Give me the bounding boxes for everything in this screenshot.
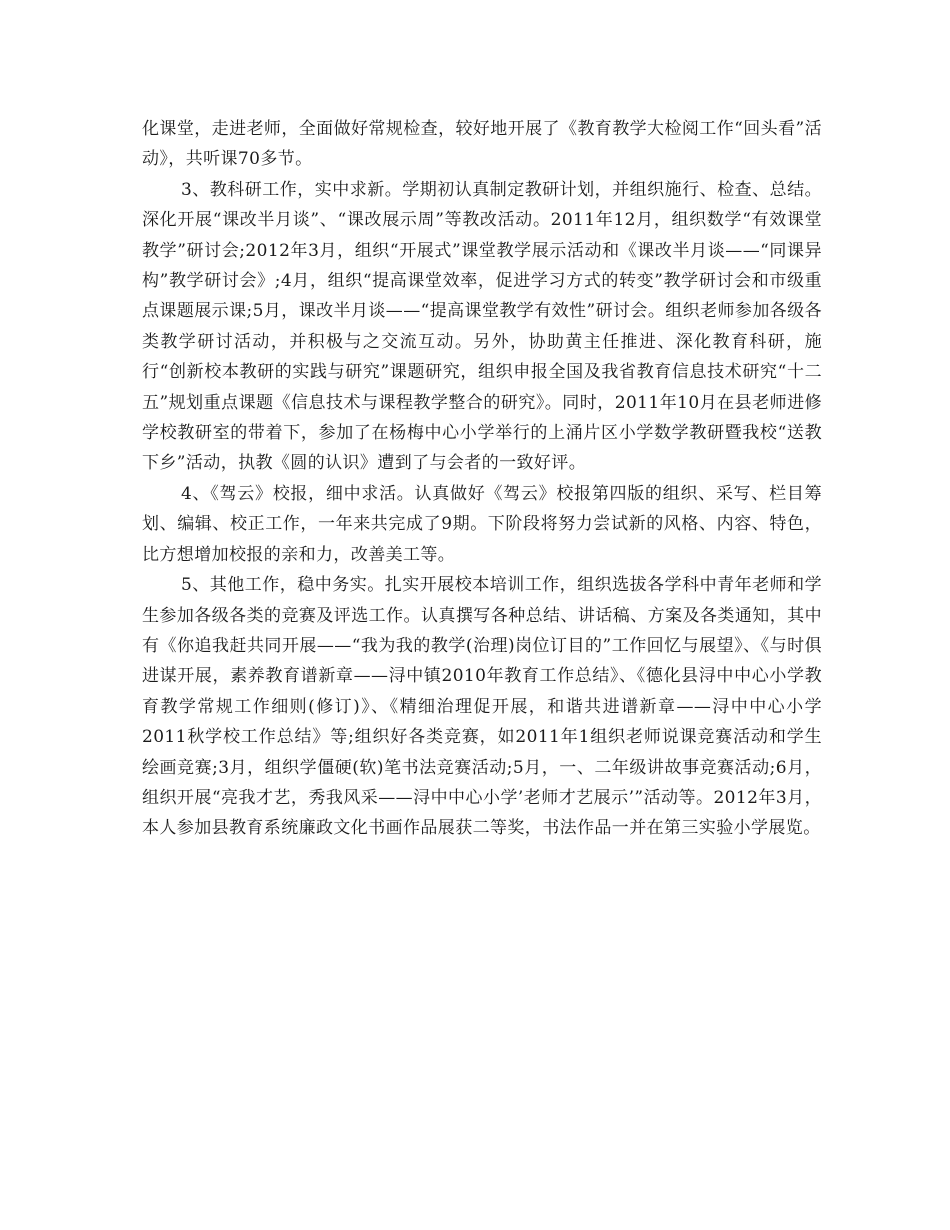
document-body <box>142 114 822 844</box>
paragraph-other-work: 5、其他工作，稳中务实。扎实开展校本培训工作，组织选拔各学科中青年老师和学生参加各级各类的竞赛及评选工作。认真撰写各种总结、讲话稿、方案及各类通知，其中有《你追我赶共同开展——“我为我的教学(治理)岗位订目的”工作回忆与展望》、《与时俱进谋开展，素养教育谱新章——浔中镇2010年教育工作总结》、《德化县浔中中心小学教育教学常规工作细则(修订)》、《精细治理促开展，和谐共进谱新章——浔中中心小学2011秋学校工作总结》等;组织好各类竞赛，如2011年1组织老师说课竞赛活动和学生绘画竞赛;3月，组织学僵硬(软)笔书法竞赛活动;5月，一、二年级讲故事竞赛活动;6月，组织开展“亮我才艺，秀我风采——浔中中心小学’老师才艺展示’”活动等。2012年3月，本人参加县教育系统廉政文化书画作品展获二等奖，书法作品一并在第三实验小学展览。 <box>142 575 822 839</box>
paragraph-school-newspaper: 4、《驾云》校报，细中求活。认真做好《驾云》校报第四版的组织、采写、栏目筹划、编辑、校正工作，一年来共完成了9期。下阶段将努力尝试新的风格、内容、特色，比方想增加校报的亲和力，改善美工等。 <box>142 483 822 565</box>
paragraph-teaching-research: 3、教科研工作，实中求新。学期初认真制定教研计划，并组织施行、检查、总结。深化开展“课改半月谈”、“课改展示周”等教改活动。2011年12月，组织数学“有效课堂教学”研讨会;2012年3月，组织“开展式”课堂教学展示活动和《课改半月谈——“同课异构”教学研讨会》;4月，组织“提高课堂效率，促进学习方式的转变”教学研讨会和市级重点课题展示课;5月，课改半月谈——“提高课堂教学有效性”研讨会。组织老师参加各级各类教学研讨活动，并积极与之交流互动。另外，协助黄主任推进、深化教育科研，施行“创新校本教研的实践与研究”课题研究，组织申报全国及我省教育信息技术研究“十二五”规划重点课题《信息技术与课程教学整合的研究》。同时，2011年10月在县老师进修学校教研室的带着下，参加了在杨梅中心小学举行的上涌片区小学数学教研暨我校“送教下乡”活动，执教《圆的认识》遭到了与会者的一致好评。 <box>142 179 822 474</box>
paragraph-continuation: 化课堂，走进老师，全面做好常规检查，较好地开展了《教育教学大检阅工作“回头看”活动》，共听课70多节。 <box>142 119 822 170</box>
